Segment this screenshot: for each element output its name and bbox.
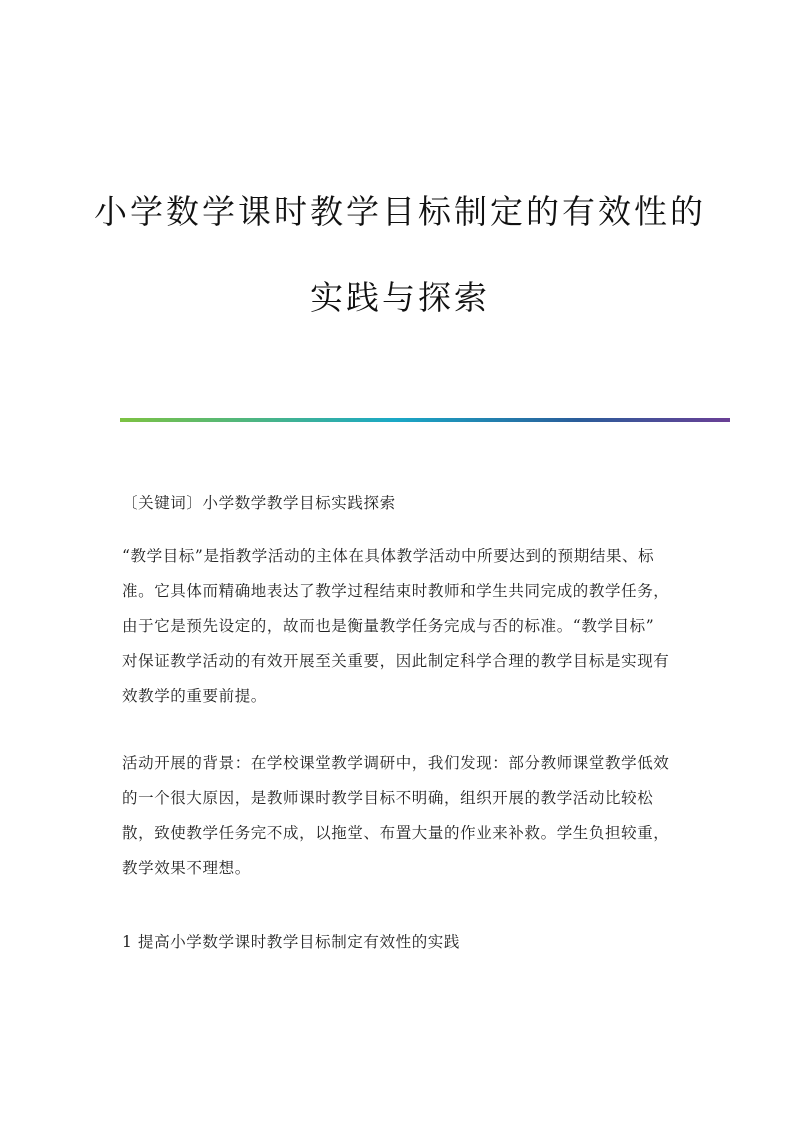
keywords-line: 〔关键词〕小学数学教学目标实践探索 bbox=[122, 494, 396, 512]
paragraph-line: 由于它是预先设定的，故而也是衡量教学任务完成与否的标准。“教学目标” bbox=[122, 617, 655, 635]
paragraph-background bbox=[122, 746, 682, 886]
paragraph-line: 教学效果不理想。 bbox=[122, 859, 251, 877]
paragraph-line: 散，致使教学任务完不成，以拖堂、布置大量的作业来补救。学生负担较重， bbox=[122, 824, 670, 842]
paragraph-line: 的一个很大原因，是教师课时教学目标不明确，组织开展的教学活动比较松 bbox=[122, 789, 654, 807]
document-title-line-2: 实践与探索 bbox=[310, 278, 490, 317]
gradient-divider bbox=[120, 418, 730, 422]
paragraph-line: “教学目标”是指教学活动的主体在具体教学活动中所要达到的预期结果、标 bbox=[122, 547, 655, 565]
paragraph-line: 对保证教学活动的有效开展至关重要，因此制定科学合理的教学目标是实现有 bbox=[122, 652, 670, 670]
paragraph-line: 效教学的重要前提。 bbox=[122, 687, 267, 705]
section-heading: 1 提高小学数学课时教学目标制定有效性的实践 bbox=[122, 933, 460, 951]
paragraph-line: 准。它具体而精确地表达了教学过程结束时教师和学生共同完成的教学任务， bbox=[122, 582, 670, 600]
paragraph-line: 活动开展的背景：在学校课堂教学调研中，我们发现：部分教师课堂教学低效 bbox=[122, 754, 670, 772]
document-title-line-1: 小学数学课时教学目标制定的有效性的 bbox=[94, 192, 706, 231]
paragraph-definition bbox=[122, 539, 682, 714]
